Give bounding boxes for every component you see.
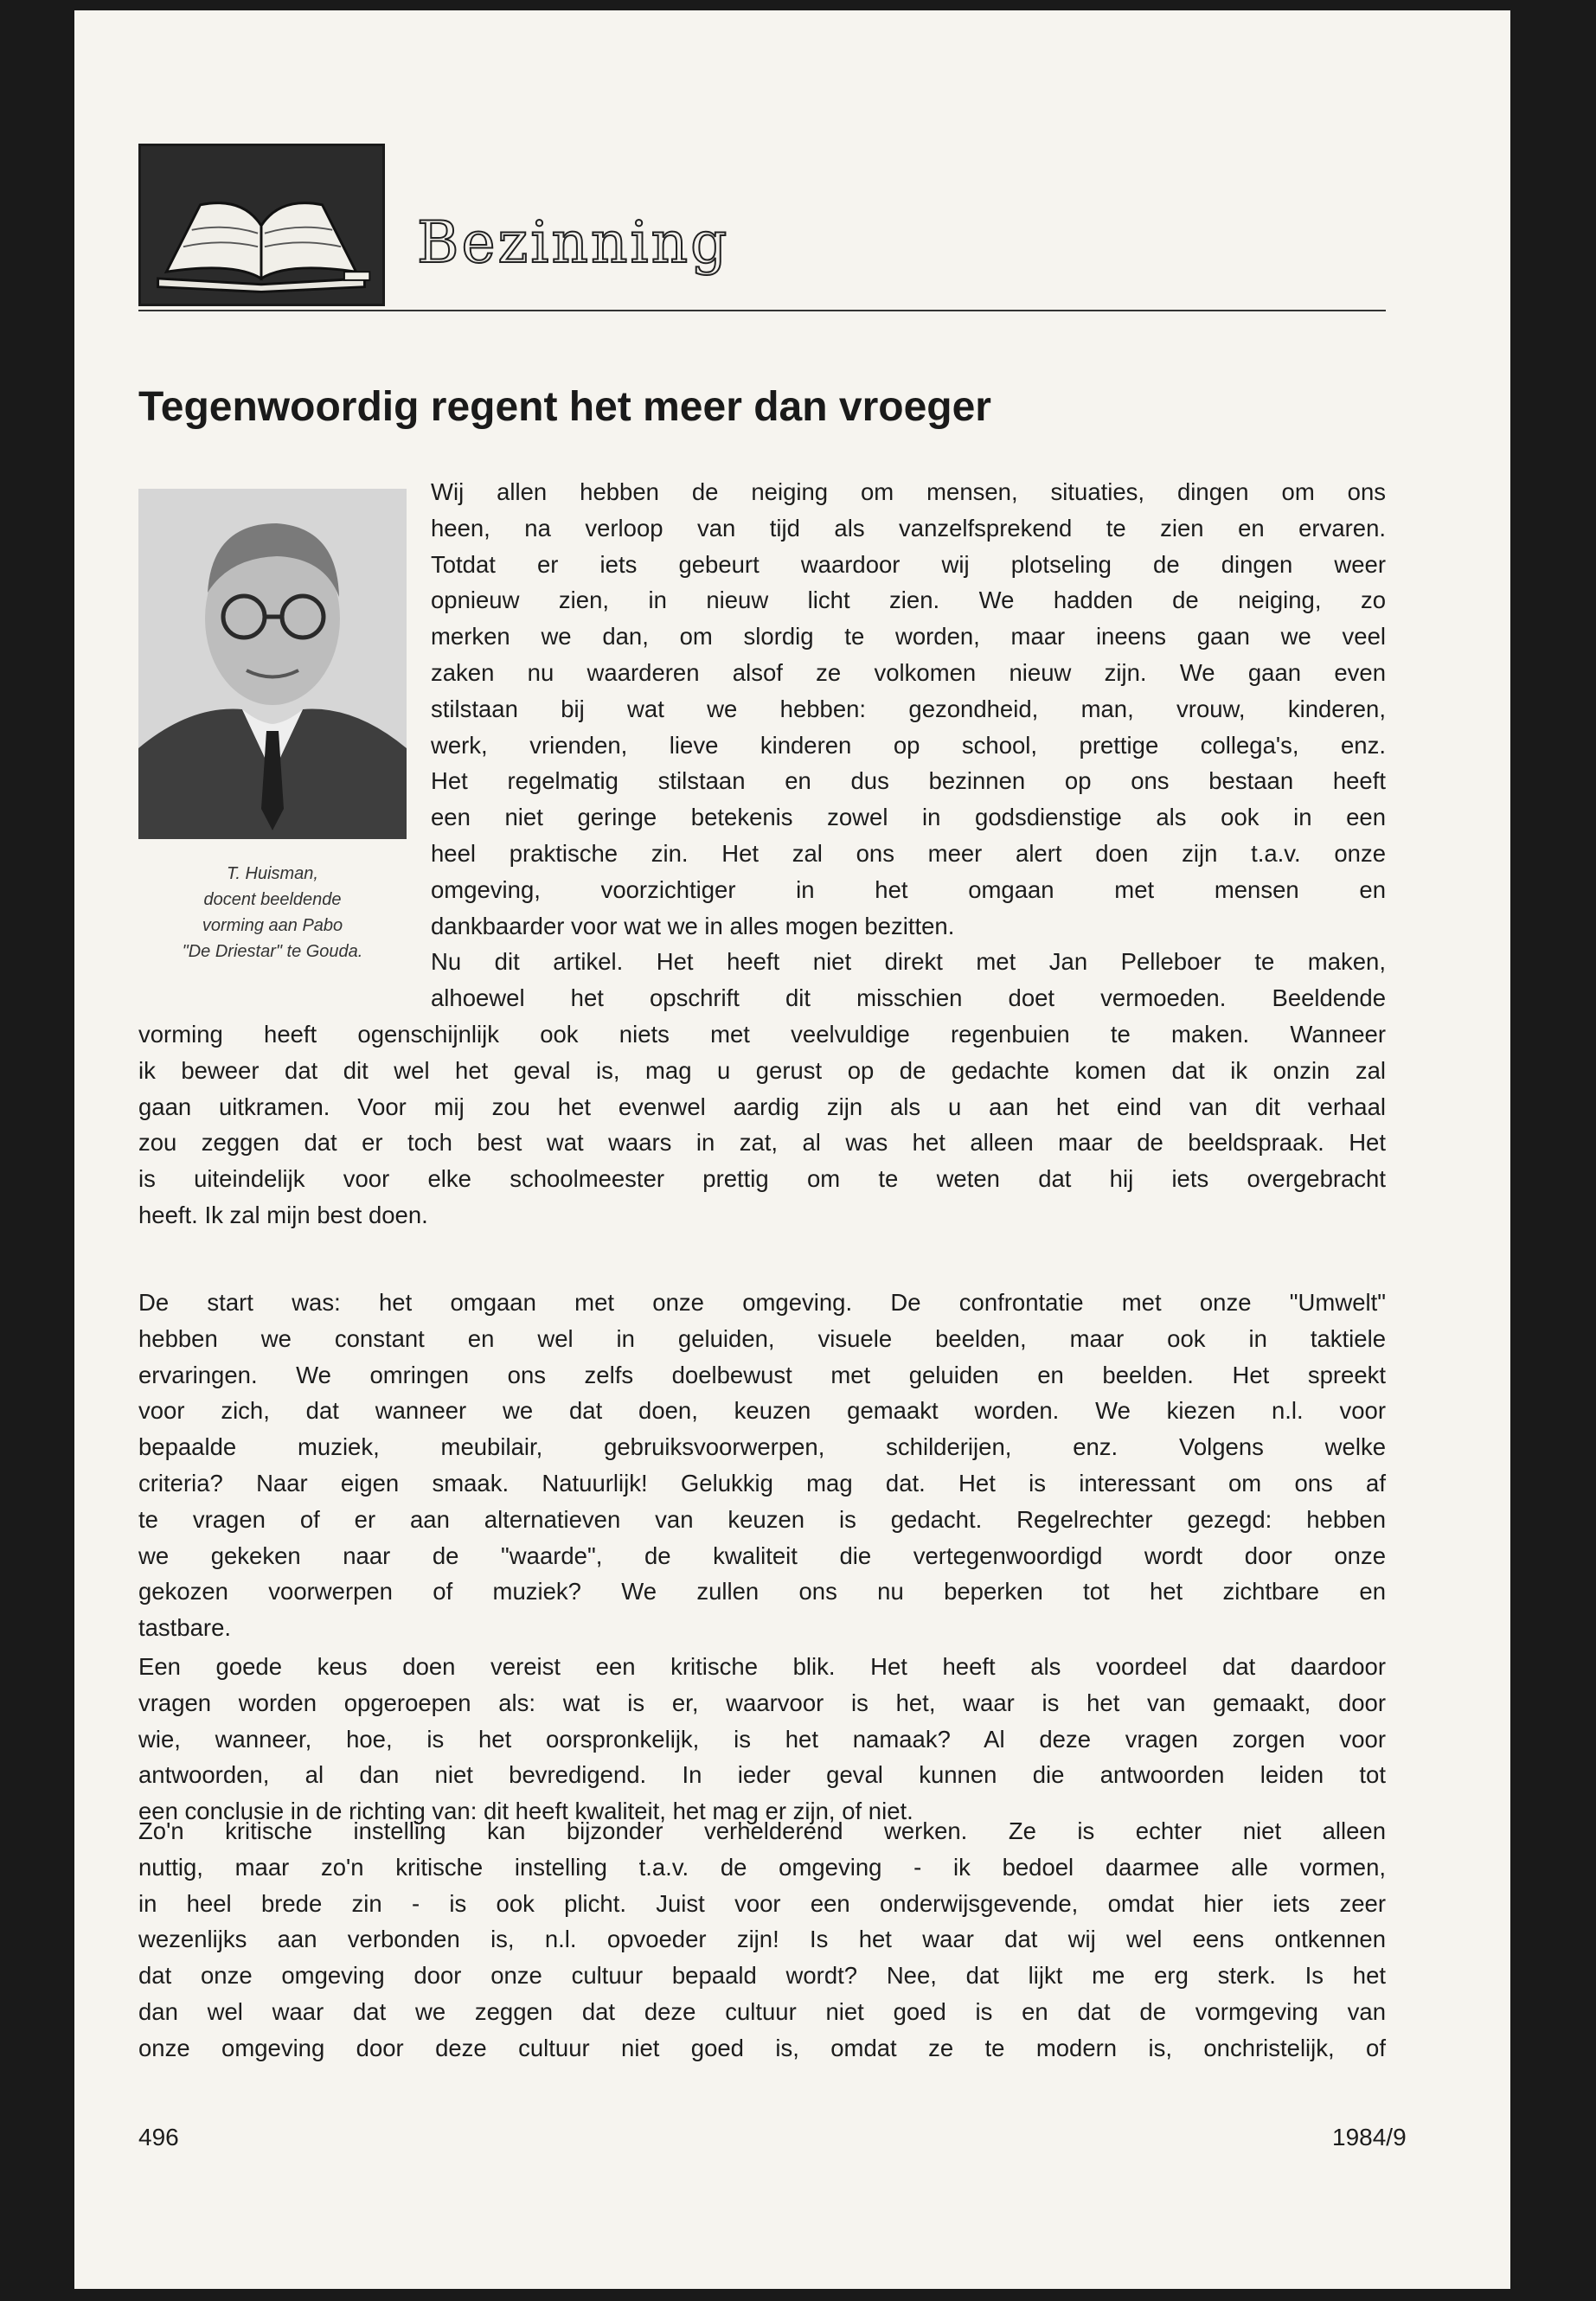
text-line: opnieuw zien, in nieuw licht zien. We hadden de neiging, zo: [431, 586, 1386, 614]
text-line: bepaalde muziek, meubilair, gebruiksvoorwerpen, schilderijen, enz. Volgens welke: [138, 1433, 1386, 1461]
text-line: ervaringen. We omringen ons zelfs doelbewust met geluiden en beelden. Het spreekt: [138, 1361, 1386, 1388]
caption-line: vorming aan Pabo: [202, 916, 343, 935]
intro-paragraph-wrapped: [431, 474, 1386, 1016]
body-paragraph: [138, 1285, 1386, 1646]
article-headline: Tegenwoordig regent het meer dan vroeger: [138, 384, 991, 430]
photo-caption: [138, 861, 407, 965]
text-line: te vragen of er aan alternatieven van keuzen is gedacht. Regelrechter gezegd: hebben: [138, 1505, 1386, 1533]
text-line: nuttig, maar zo'n kritische instelling t.a.v. de omgeving - ik bedoel daarmee alle vormen,: [138, 1853, 1386, 1881]
caption-line: T. Huisman,: [227, 864, 318, 883]
text-line: Het regelmatig stilstaan en dus bezinnen op ons bestaan heeft: [431, 767, 1386, 795]
section-title: Bezinning: [417, 209, 730, 276]
text-line: Totdat er iets gebeurt waardoor wij plotseling de dingen weer: [431, 550, 1386, 578]
text-line: omgeving, voorzichtiger in het omgaan met mensen en: [431, 875, 1386, 903]
text-line: in heel brede zin - is ook plicht. Juist voor een onderwijsgevende, omdat hier iets zeer: [138, 1889, 1386, 1917]
section-divider: [138, 310, 1386, 311]
text-line: voor zich, dat wanneer we dat doen, keuzen gemaakt worden. We kiezen n.l. voor: [138, 1397, 1386, 1425]
text-line: een conclusie in de richting van: dit heeft kwaliteit, het mag er zijn, of niet.: [138, 1798, 913, 1825]
text-line: onze omgeving door deze cultuur niet goed is, omdat ze te modern is, onchristelijk, of: [138, 2034, 1386, 2061]
intro-paragraph-full: [138, 1016, 1386, 1234]
issue-number: 1984/9: [1332, 2124, 1407, 2150]
text-line: gekozen voorwerpen of muziek? We zullen ons nu beperken tot het zichtbare en: [138, 1578, 1386, 1606]
text-line: vorming heeft ogenschijnlijk ook niets met veelvuldige regenbuien te maken. Wanneer: [138, 1021, 1386, 1048]
text-line: dan wel waar dat we zeggen dat deze cultuur niet goed is en dat de vormgeving van: [138, 1997, 1386, 2025]
body-paragraph: [138, 1649, 1386, 1830]
text-line: hebben we constant en wel in geluiden, visuele beelden, maar ook in taktiele: [138, 1324, 1386, 1352]
caption-line: docent beeldende: [203, 890, 342, 909]
text-line: criteria? Naar eigen smaak. Natuurlijk! Gelukkig mag dat. Het is interessant om ons af: [138, 1469, 1386, 1497]
text-line: werk, vrienden, lieve kinderen op school, prettige collega's, enz.: [431, 731, 1386, 759]
text-line: Zo'n kritische instelling kan bijzonder verhelderend werken. Ze is echter niet alleen: [138, 1817, 1386, 1844]
text-line: tastbare.: [138, 1614, 232, 1642]
text-line: heen, na verloop van tijd als vanzelfsprekend te zien en ervaren.: [431, 514, 1386, 542]
text-line: antwoorden, al dan niet bevredigend. In ieder geval kunnen die antwoorden leiden tot: [138, 1761, 1386, 1789]
text-line: De start was: het omgaan met onze omgeving. De confrontatie met onze "Umwelt": [138, 1289, 1386, 1316]
text-line: Een goede keus doen vereist een kritische blik. Het heeft als voordeel dat daardoor: [138, 1653, 1386, 1680]
text-line: Nu dit artikel. Het heeft niet direkt met Jan Pelleboer te maken,: [431, 948, 1386, 976]
text-line: heeft. Ik zal mijn best doen.: [138, 1201, 428, 1228]
text-line: is uiteindelijk voor elke schoolmeester prettig om te weten dat hij iets overgebracht: [138, 1165, 1386, 1193]
text-line: wie, wanneer, hoe, is het oorspronkelijk, is het namaak? Al deze vragen zorgen voor: [138, 1725, 1386, 1753]
text-line: we gekeken naar de "waarde", de kwaliteit die vertegenwoordigd wordt door onze: [138, 1541, 1386, 1569]
author-photo: [138, 489, 407, 839]
text-line: gaan uitkramen. Voor mij zou het evenwel aardig zijn als u aan het eind van dit verhaal: [138, 1093, 1386, 1120]
body-paragraph: [138, 1813, 1386, 2067]
text-line: zou zeggen dat er toch best wat waars in zat, al was het alleen maar de beeldspraak. Het: [138, 1129, 1386, 1157]
text-line: wezenlijks aan verbonden is, n.l. opvoeder zijn! Is het waar dat wij wel eens ontkennen: [138, 1926, 1386, 1953]
caption-line: "De Driestar" te Gouda.: [182, 942, 363, 961]
text-line: ik beweer dat dit wel het geval is, mag u gerust op de gedachte komen dat ik onzin zal: [138, 1056, 1386, 1084]
text-line: heel praktische zin. Het zal ons meer alert doen zijn t.a.v. onze: [431, 839, 1386, 867]
text-line: zaken nu waarderen alsof ze volkomen nieuw zijn. We gaan even: [431, 658, 1386, 686]
page-number: 496: [138, 2124, 179, 2150]
open-book-icon: [138, 144, 385, 306]
text-line: dankbaarder voor wat we in alles mogen bezitten.: [431, 912, 955, 939]
text-line: merken we dan, om slordig te worden, maar ineens gaan we veel: [431, 623, 1386, 651]
text-line: stilstaan bij wat we hebben: gezondheid, man, vrouw, kinderen,: [431, 695, 1386, 722]
text-line: alhoewel het opschrift dit misschien doet vermoeden. Beeldende: [431, 984, 1386, 1012]
text-line: dat onze omgeving door onze cultuur bepaald wordt? Nee, dat lijkt me erg sterk. Is het: [138, 1962, 1386, 1990]
text-line: een niet geringe betekenis zowel in godsdienstige als ook in een: [431, 804, 1386, 831]
text-line: Wij allen hebben de neiging om mensen, situaties, dingen om ons: [431, 478, 1386, 505]
text-line: vragen worden opgeroepen als: wat is er, waarvoor is het, waar is het van gemaakt, door: [138, 1689, 1386, 1716]
